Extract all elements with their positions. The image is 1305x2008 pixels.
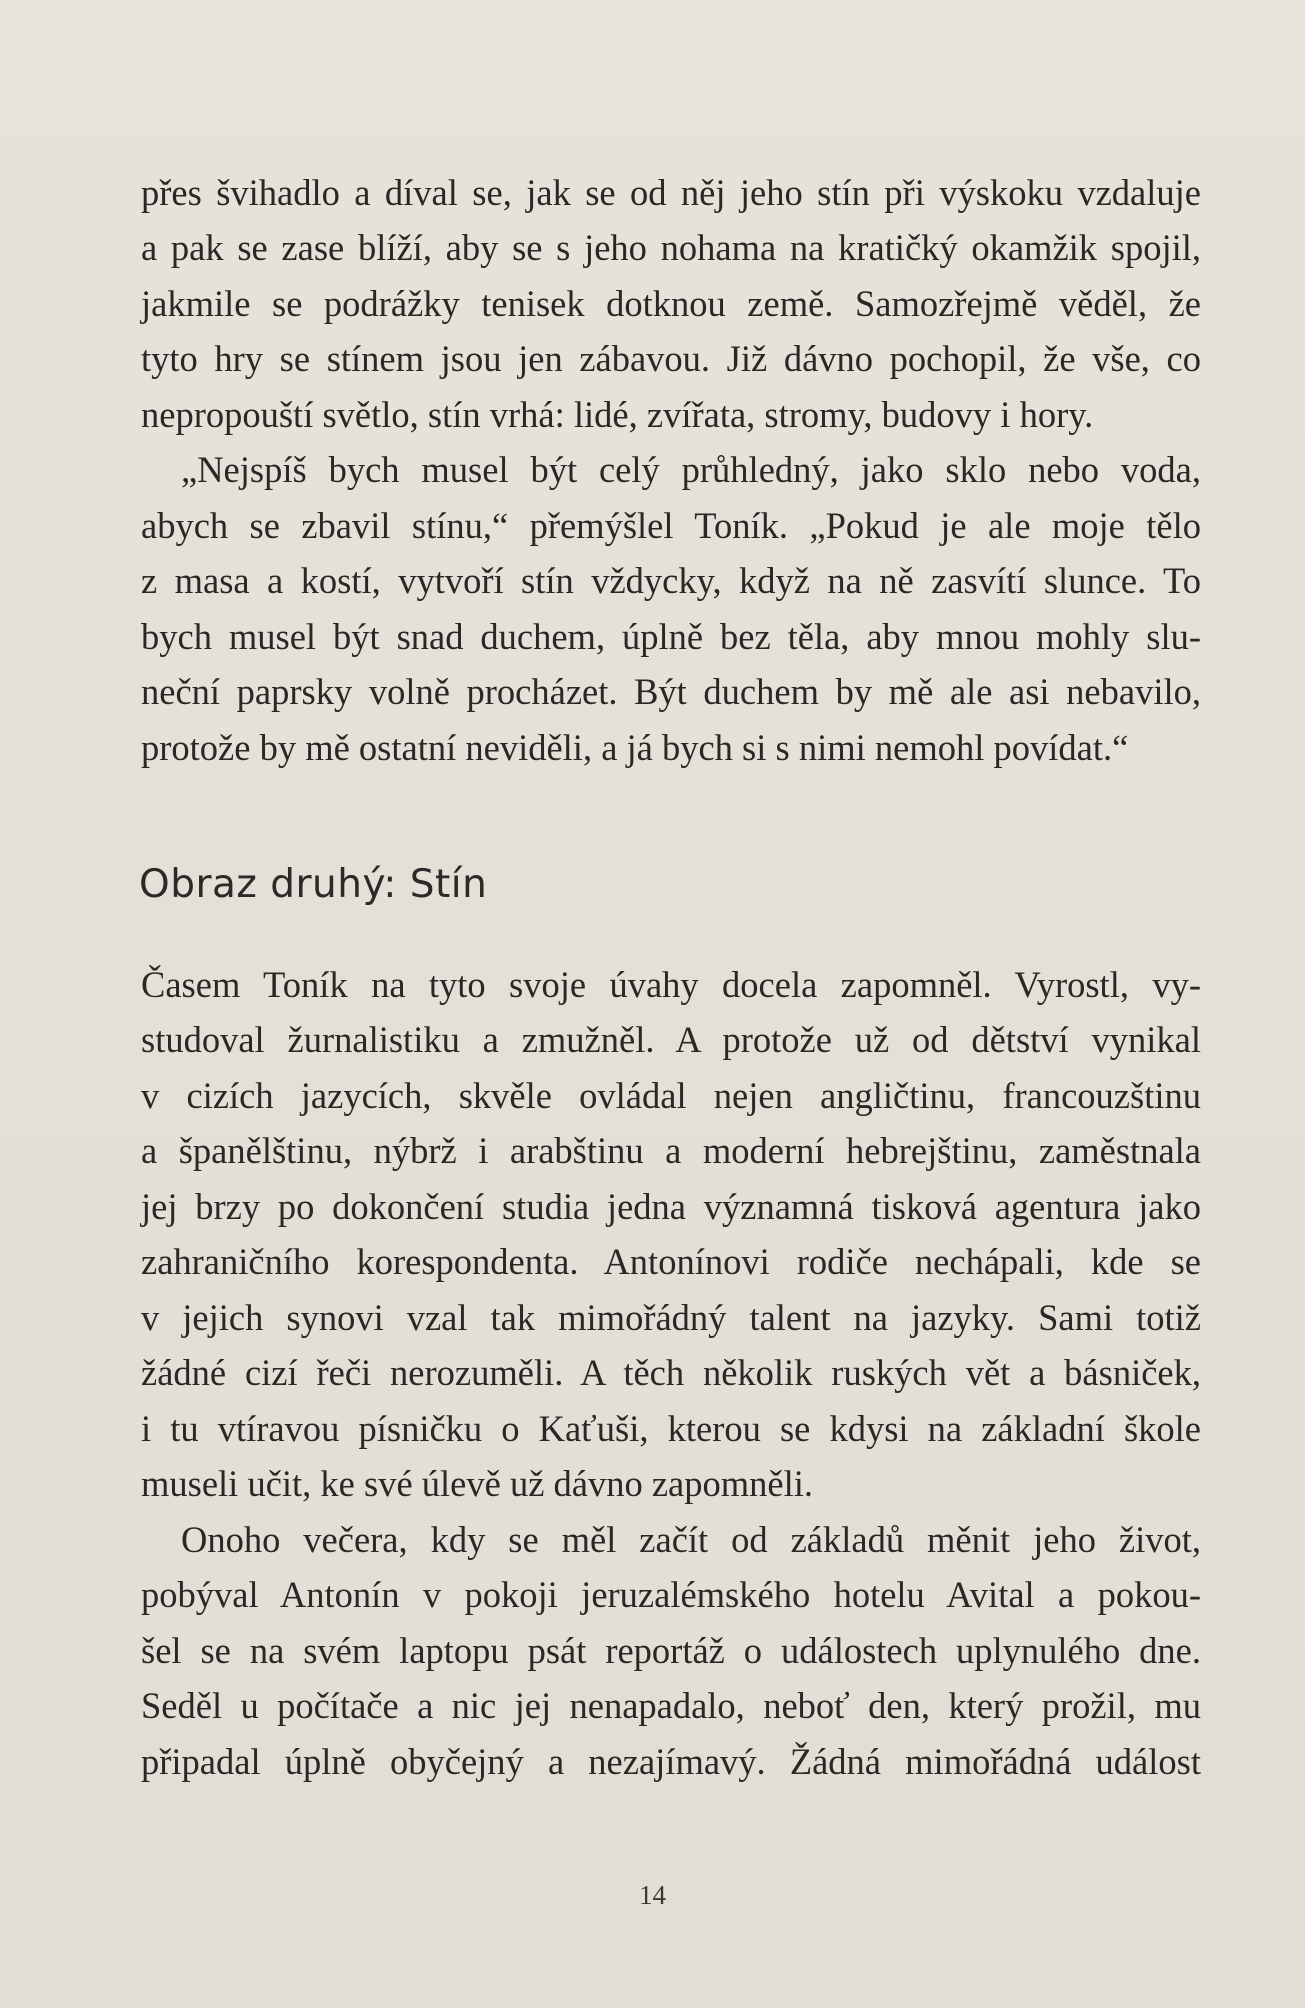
text-line: pobýval Antonín v pokoji jeruzalémského hotelu Avital a pokou-	[141, 1574, 1201, 1615]
section-heading: Obraz druhý: Stín	[139, 862, 488, 907]
text-line: a pak se zase blíží, aby se s jeho nohama na kratičký okamžik spojil,	[141, 227, 1201, 268]
text-line: z masa a kostí, vytvoří stín vždycky, když na ně zasvítí slunce. To	[141, 560, 1201, 601]
text-line: bych musel být snad duchem, úplně bez těla, aby mnou mohly slu-	[141, 616, 1201, 657]
text-line: a španělštinu, nýbrž i arabštinu a moderní hebrejštinu, zaměstnala	[141, 1130, 1201, 1171]
text-line: abych se zbavil stínu,“ přemýšlel Toník. „Pokud je ale moje tělo	[141, 505, 1201, 546]
text-line: tyto hry se stínem jsou jen zábavou. Již dávno pochopil, že vše, co	[141, 338, 1201, 379]
text-line: Časem Toník na tyto svoje úvahy docela zapomněl. Vyrostl, vy-	[141, 964, 1201, 1005]
text-line: studoval žurnalistiku a zmužněl. A protože už od dětství vynikal	[141, 1019, 1201, 1060]
text-line: šel se na svém laptopu psát reportáž o událostech uplynulého dne.	[141, 1630, 1201, 1671]
text-line: jakmile se podrážky tenisek dotknou země. Samozřejmě věděl, že	[141, 283, 1201, 324]
text-line: přes švihadlo a díval se, jak se od něj jeho stín při výskoku vzdaluje	[141, 172, 1201, 213]
text-line: protože by mě ostatní neviděli, a já bych si s nimi nemohl povídat.“	[141, 727, 1129, 768]
text-line: žádné cizí řeči nerozuměli. A těch několik ruských vět a básniček,	[141, 1352, 1201, 1393]
text-line: zahraničního korespondenta. Antonínovi rodiče nechápali, kde se	[141, 1241, 1201, 1282]
text-line: jej brzy po dokončení studia jedna významná tisková agentura jako	[141, 1186, 1201, 1227]
text-line: v jejich synovi vzal tak mimořádný talent na jazyky. Sami totiž	[141, 1297, 1201, 1338]
text-line: Onoho večera, kdy se měl začít od základů měnit jeho život,	[181, 1519, 1201, 1560]
text-line: nepropouští světlo, stín vrhá: lidé, zvířata, stromy, budovy i hory.	[141, 394, 1094, 435]
page-number: 14	[639, 1880, 666, 1910]
text-line: v cizích jazycích, skvěle ovládal nejen angličtinu, francouzštinu	[141, 1075, 1201, 1116]
text-line: i tu vtíravou písničku o Kaťuši, kterou se kdysi na základní škole	[141, 1408, 1201, 1449]
text-line: Seděl u počítače a nic jej nenapadalo, neboť den, který prožil, mu	[141, 1685, 1201, 1726]
text-line: „Nejspíš bych musel být celý průhledný, jako sklo nebo voda,	[181, 449, 1201, 490]
text-line: neční paprsky volně procházet. Být duchem by mě ale asi nebavilo,	[141, 671, 1201, 712]
text-line: museli učit, ke své úlevě už dávno zapomněli.	[141, 1463, 814, 1504]
text-line: připadal úplně obyčejný a nezajímavý. Žádná mimořádná událost	[141, 1741, 1201, 1782]
